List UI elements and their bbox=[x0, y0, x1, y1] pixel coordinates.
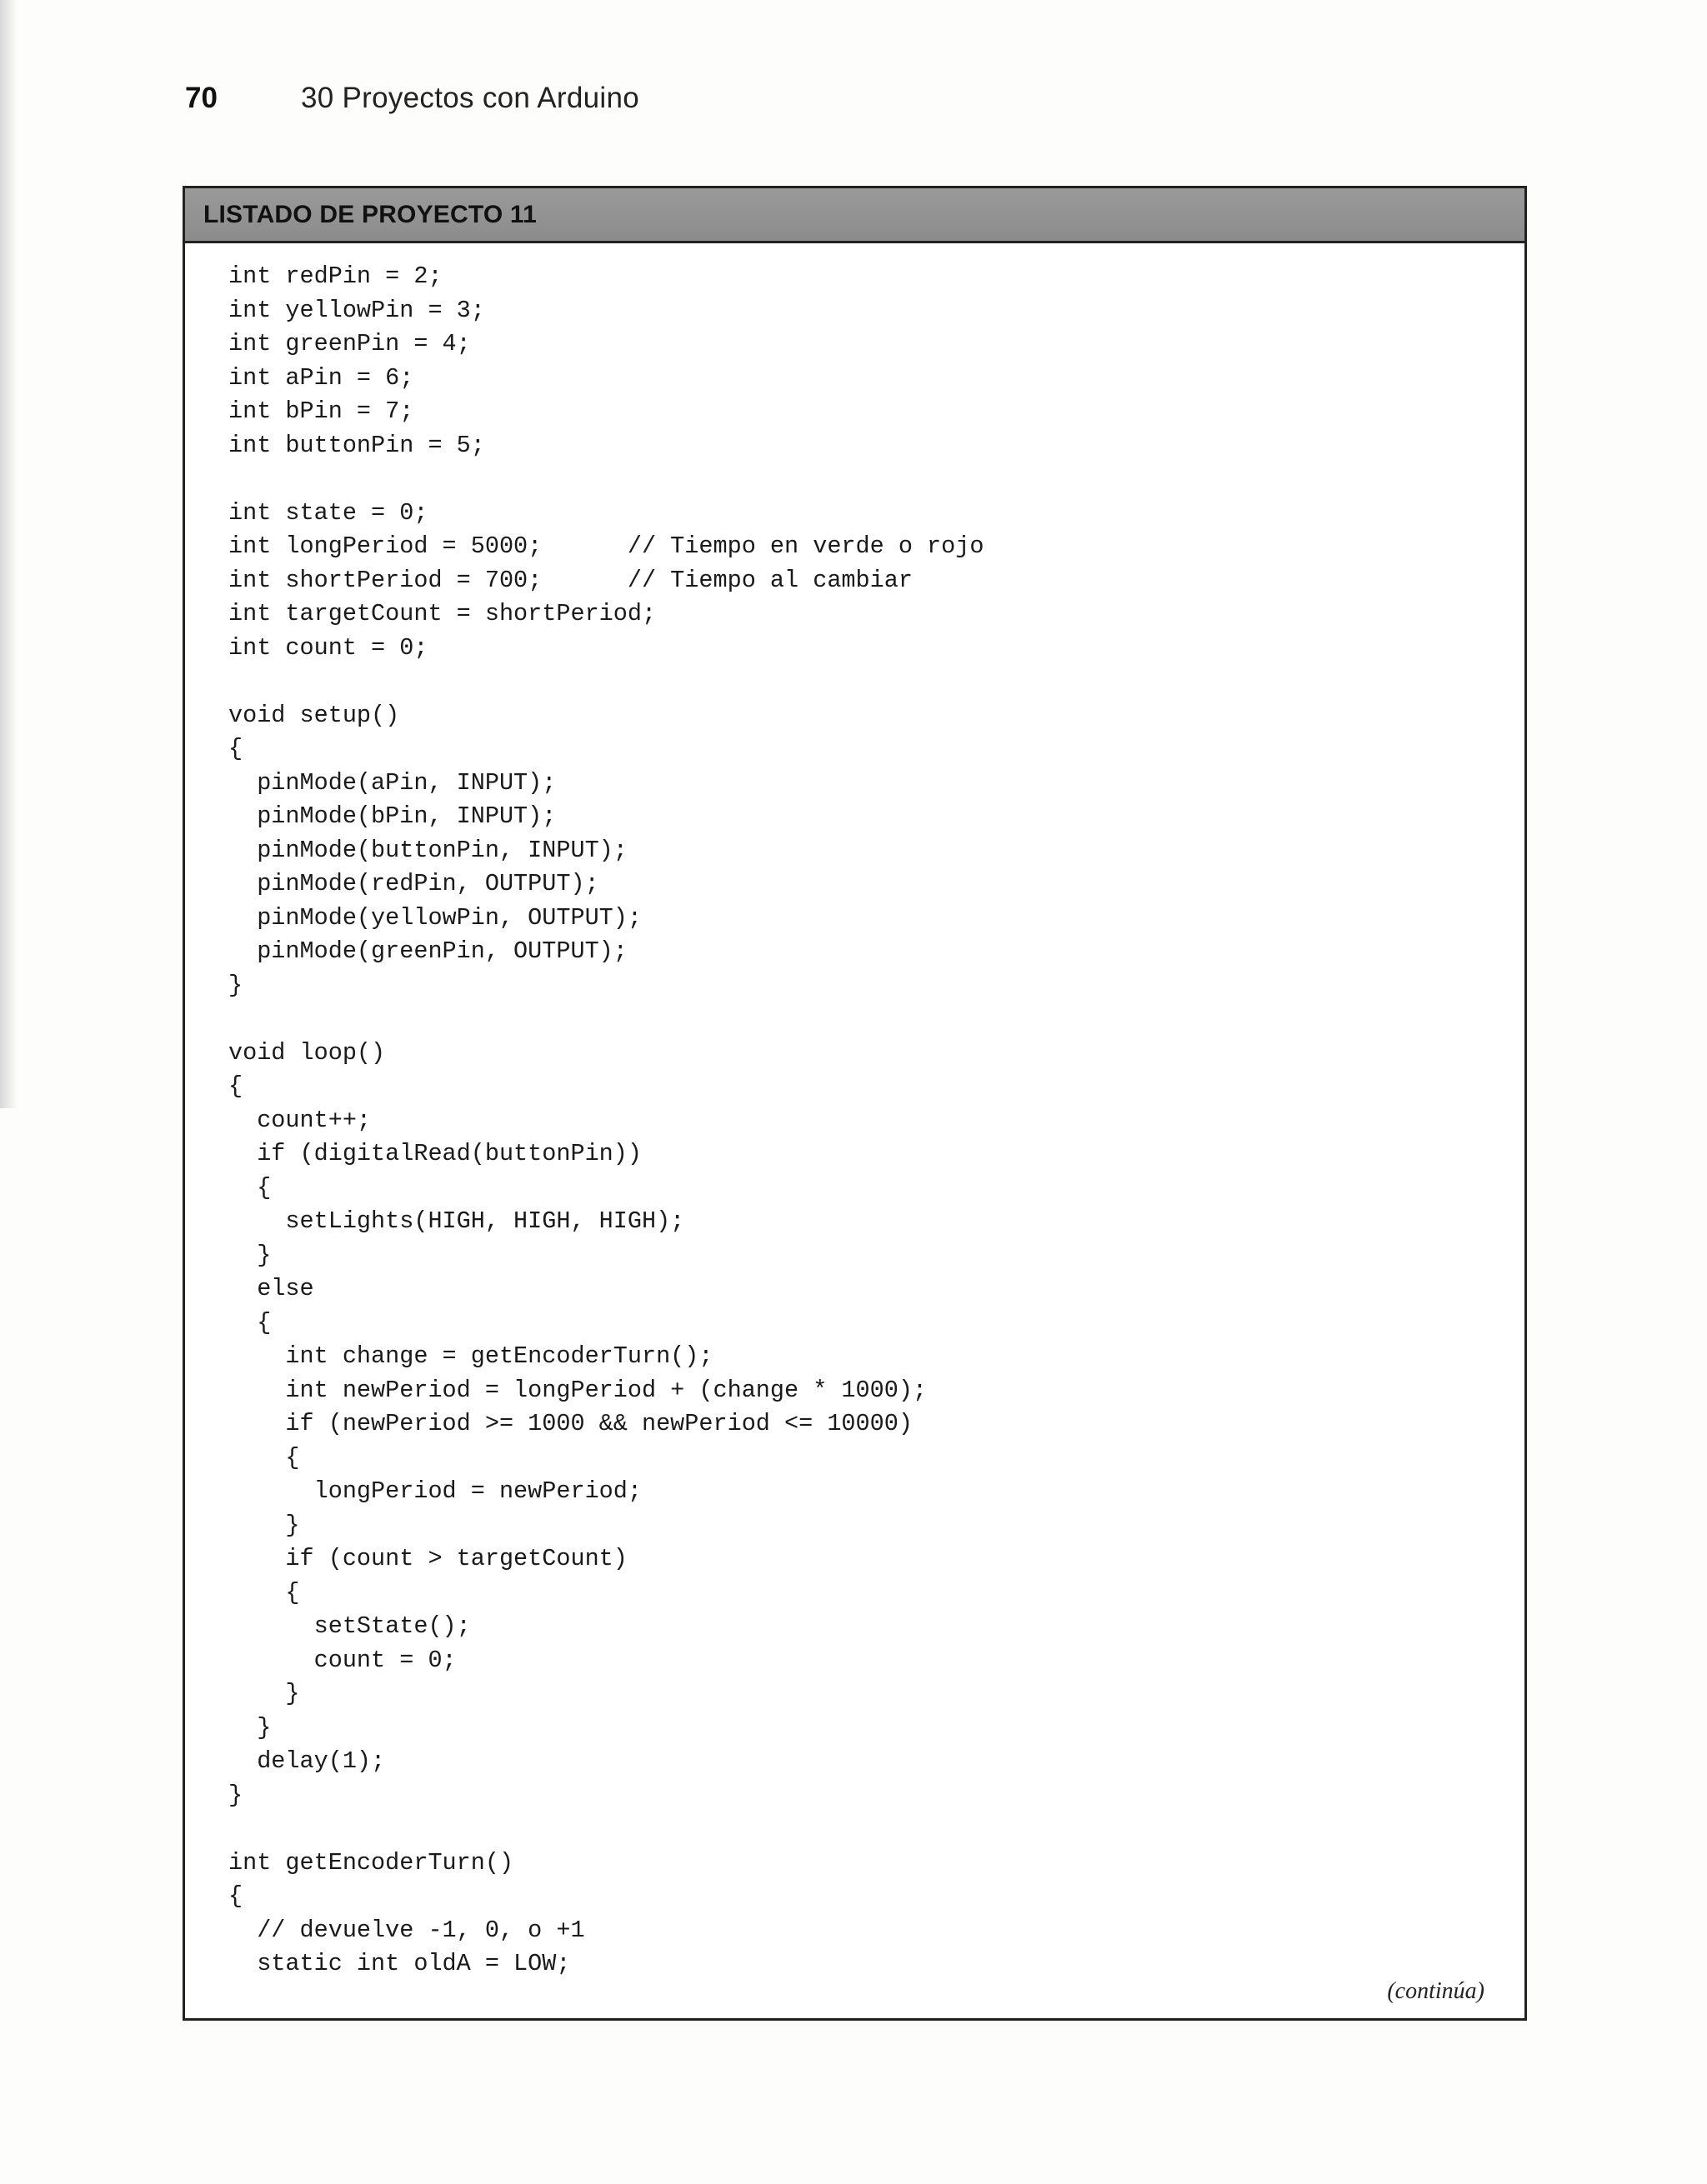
code-line bbox=[228, 462, 984, 497]
code-line: int count = 0; bbox=[228, 633, 428, 662]
page-header bbox=[185, 73, 639, 123]
code-line: { bbox=[228, 1173, 272, 1202]
code-block bbox=[228, 260, 984, 1982]
code-line: } bbox=[228, 1511, 300, 1539]
code-line: } bbox=[228, 1713, 272, 1742]
code-line bbox=[228, 665, 984, 699]
code-line: } bbox=[228, 971, 243, 999]
code-line: pinMode(greenPin, OUTPUT); bbox=[228, 937, 628, 965]
code-line: setState(); bbox=[228, 1612, 471, 1640]
code-line: } bbox=[228, 1680, 300, 1707]
code-line: { bbox=[228, 1072, 243, 1100]
code-line: { bbox=[228, 1308, 272, 1337]
code-line: int greenPin = 4; bbox=[228, 330, 471, 357]
code-line: pinMode(aPin, INPUT); bbox=[228, 768, 557, 797]
code-line: pinMode(buttonPin, INPUT); bbox=[228, 836, 628, 864]
code-listing-box bbox=[183, 186, 1527, 2021]
page-binding-shadow bbox=[0, 0, 18, 1108]
code-line: pinMode(yellowPin, OUTPUT); bbox=[228, 903, 642, 932]
code-line: int newPeriod = longPeriod + (change * 1000); bbox=[228, 1376, 928, 1404]
code-line: delay(1); bbox=[228, 1747, 386, 1775]
code-line: } bbox=[228, 1241, 272, 1269]
code-line: int longPeriod = 5000; // Tiempo en verde o rojo bbox=[228, 532, 984, 560]
code-line bbox=[228, 1812, 984, 1847]
code-line: pinMode(redPin, OUTPUT); bbox=[228, 870, 599, 897]
code-line: int redPin = 2; bbox=[228, 262, 443, 290]
code-line: count = 0; bbox=[228, 1646, 457, 1674]
code-line: } bbox=[228, 1781, 243, 1809]
code-line: int aPin = 6; bbox=[228, 363, 414, 392]
code-line: int buttonPin = 5; bbox=[228, 431, 485, 459]
code-line: longPeriod = newPeriod; bbox=[228, 1477, 642, 1505]
code-line bbox=[228, 1002, 984, 1037]
code-line: { bbox=[228, 735, 243, 762]
code-line: { bbox=[228, 1882, 243, 1910]
code-line: if (newPeriod >= 1000 && newPeriod <= 10000) bbox=[228, 1410, 913, 1437]
code-line: int targetCount = shortPeriod; bbox=[228, 600, 657, 627]
code-line: else bbox=[228, 1275, 314, 1302]
listing-title: LISTADO DE PROYECTO 11 bbox=[203, 200, 538, 228]
code-line: { bbox=[228, 1578, 300, 1607]
code-line: int state = 0; bbox=[228, 498, 428, 527]
listing-header bbox=[185, 188, 1524, 243]
code-line: void loop() bbox=[228, 1038, 386, 1067]
code-line: { bbox=[228, 1443, 300, 1472]
book-title: 30 Proyectos con Arduino bbox=[300, 82, 639, 114]
page-number: 70 bbox=[185, 82, 218, 114]
code-line: count++; bbox=[228, 1106, 372, 1134]
code-line: int yellowPin = 3; bbox=[228, 296, 485, 324]
code-line: pinMode(bPin, INPUT); bbox=[228, 802, 557, 830]
code-line: static int oldA = LOW; bbox=[228, 1950, 571, 1977]
code-line: if (digitalRead(buttonPin)) bbox=[228, 1140, 642, 1167]
code-line: int change = getEncoderTurn(); bbox=[228, 1342, 713, 1370]
continued-note: (continúa) bbox=[1387, 1978, 1484, 2004]
code-line: int getEncoderTurn() bbox=[228, 1848, 514, 1877]
code-line: setLights(HIGH, HIGH, HIGH); bbox=[228, 1207, 685, 1235]
code-line: void setup() bbox=[228, 701, 400, 729]
code-line: int bPin = 7; bbox=[228, 397, 414, 425]
code-line: if (count > targetCount) bbox=[228, 1545, 628, 1572]
code-line: // devuelve -1, 0, o +1 bbox=[228, 1916, 585, 1944]
code-line: int shortPeriod = 700; // Tiempo al cambiar bbox=[228, 566, 913, 594]
